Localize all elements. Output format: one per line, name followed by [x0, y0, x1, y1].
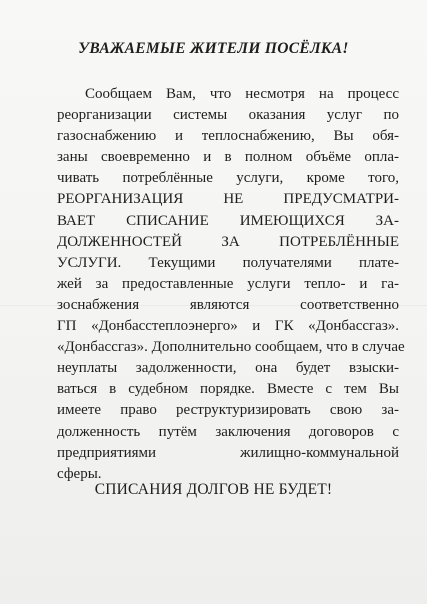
body-line: заны своевременно и в полном объёме опла-	[57, 149, 399, 166]
body-line: ВАЕТ СПИСАНИЕ ИМЕЮЩИХСЯ ЗА-	[57, 212, 399, 229]
body-line: сферы.	[57, 465, 102, 482]
body-line: зоснабжения являются соответственно	[57, 296, 399, 313]
body-line: имеете право реструктуризировать свою за-	[57, 402, 399, 419]
notice-heading: УВАЖАЕМЫЕ ЖИТЕЛИ ПОСЁЛКА!	[78, 40, 349, 57]
body-line: неуплаты задолженности, она будет взыски-	[57, 360, 399, 377]
body-line: жей за предоставленные услуги тепло- и га-	[57, 275, 399, 292]
body-line: «Донбассгаз». Дополнительно сообщаем, что в случае	[57, 339, 405, 356]
body-line: чивать потреблённые услуги, кроме того,	[57, 170, 399, 187]
body-line: реорганизации системы оказания услуг по	[57, 107, 399, 124]
body-line: ДОЛЖЕННОСТЕЙ ЗА ПОТРЕБЛЁННЫЕ	[57, 233, 399, 250]
notice-footer: СПИСАНИЯ ДОЛГОВ НЕ БУДЕТ!	[94, 481, 333, 498]
body-line: предприятиями жилищно-коммунальной	[57, 444, 399, 461]
body-line: УСЛУГИ. Текущими получателями плате-	[57, 254, 399, 271]
body-line: газоснабжению и теплоснабжению, Вы обя-	[57, 128, 399, 145]
body-line: ГП «Донбасстеплоэнерго» и ГК «Донбассгаз».	[57, 318, 399, 335]
body-line: ваться в судебном порядке. Вместе с тем Вы	[57, 381, 399, 398]
body-line: долженность путём заключения договоров с	[57, 423, 399, 440]
body-line: РЕОРГАНИЗАЦИЯ НЕ ПРЕДУСМАТРИ-	[57, 191, 399, 208]
body-line: Сообщаем Вам, что несмотря на процесс	[85, 86, 399, 102]
notice-body	[57, 84, 405, 485]
